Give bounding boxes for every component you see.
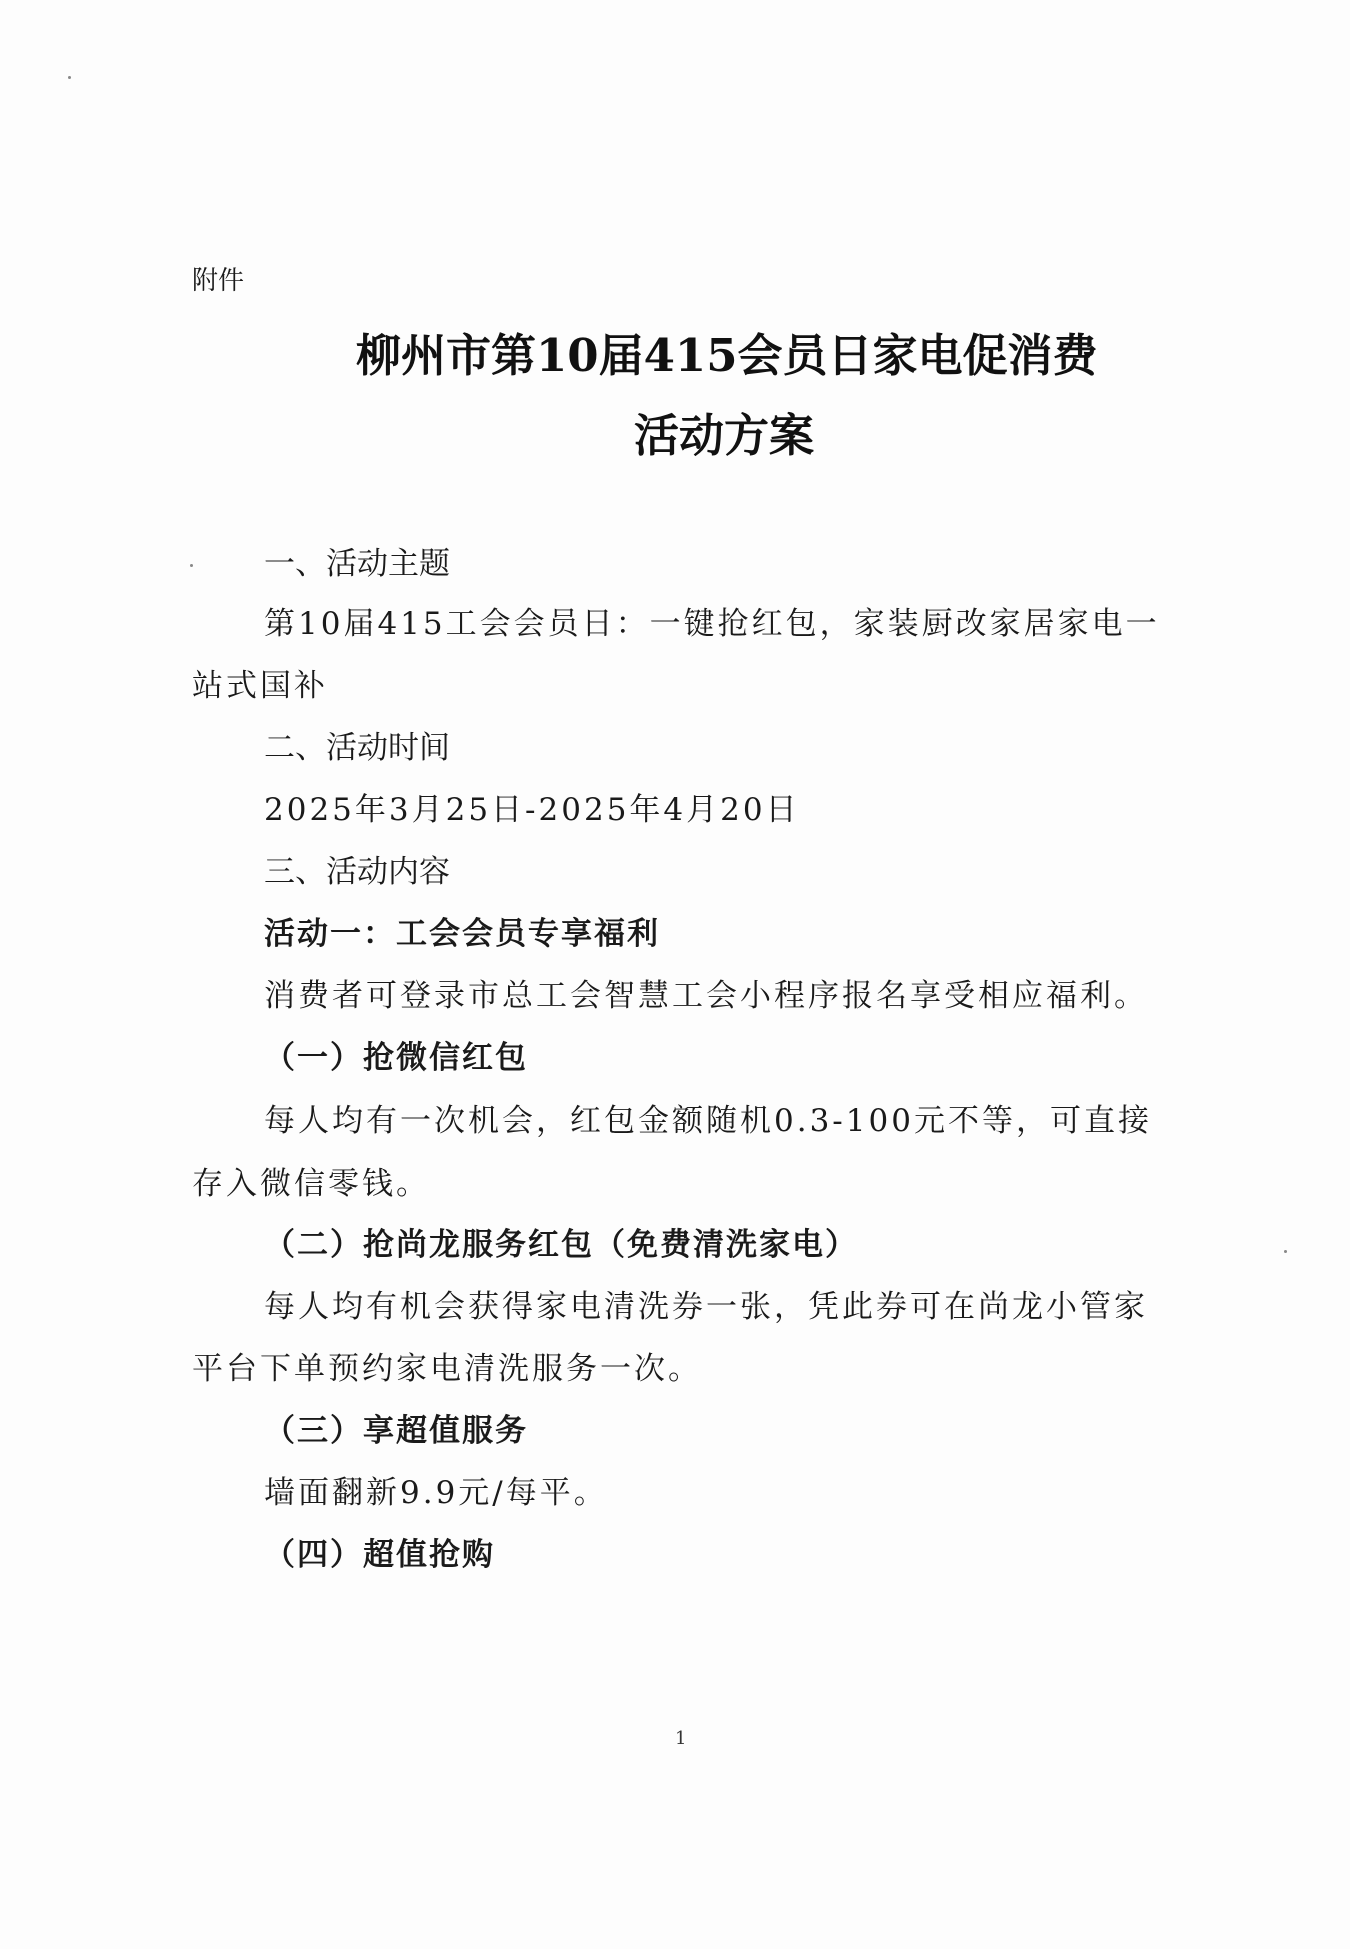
item2-heading: （二）抢尚龙服务红包（免费清洗家电） — [264, 1227, 858, 1263]
item1-text-line1: 每人均有一次机会，红包金额随机0.3-100元不等，可直接 — [264, 1103, 1152, 1139]
attachment-label: 附件 — [192, 266, 245, 296]
section3-heading: 三、活动内容 — [264, 854, 450, 890]
page-number: 1 — [675, 1728, 687, 1749]
scan-speck — [68, 76, 71, 79]
item3-heading: （三）享超值服务 — [264, 1413, 528, 1449]
scan-speck — [190, 564, 193, 567]
document-title-line2: 活动方案 — [634, 409, 815, 462]
scan-speck — [1284, 1250, 1287, 1253]
document-title-line1: 柳州市第10届415会员日家电促消费 — [356, 329, 1098, 382]
item2-text-line1: 每人均有机会获得家电清洗券一张，凭此券可在尚龙小管家 — [264, 1289, 1148, 1325]
section1-text-line1: 第10届415工会会员日：一键抢红包，家装厨改家居家电一 — [264, 606, 1160, 642]
activity1-heading: 活动一：工会会员专享福利 — [264, 916, 660, 952]
item3-text: 墙面翻新9.9元/每平。 — [264, 1475, 608, 1511]
item2-text-line2: 平台下单预约家电清洗服务一次。 — [192, 1351, 702, 1387]
section1-text-line2: 站式国补 — [192, 668, 328, 704]
section1-heading: 一、活动主题 — [264, 546, 450, 582]
item1-heading: （一）抢微信红包 — [264, 1040, 528, 1076]
section2-text: 2025年3月25日-2025年4月20日 — [264, 792, 800, 828]
item1-text-line2: 存入微信零钱。 — [192, 1166, 430, 1202]
item4-heading: （四）超值抢购 — [264, 1537, 495, 1573]
section2-heading: 二、活动时间 — [264, 730, 450, 766]
activity1-text: 消费者可登录市总工会智慧工会小程序报名享受相应福利。 — [264, 978, 1148, 1014]
